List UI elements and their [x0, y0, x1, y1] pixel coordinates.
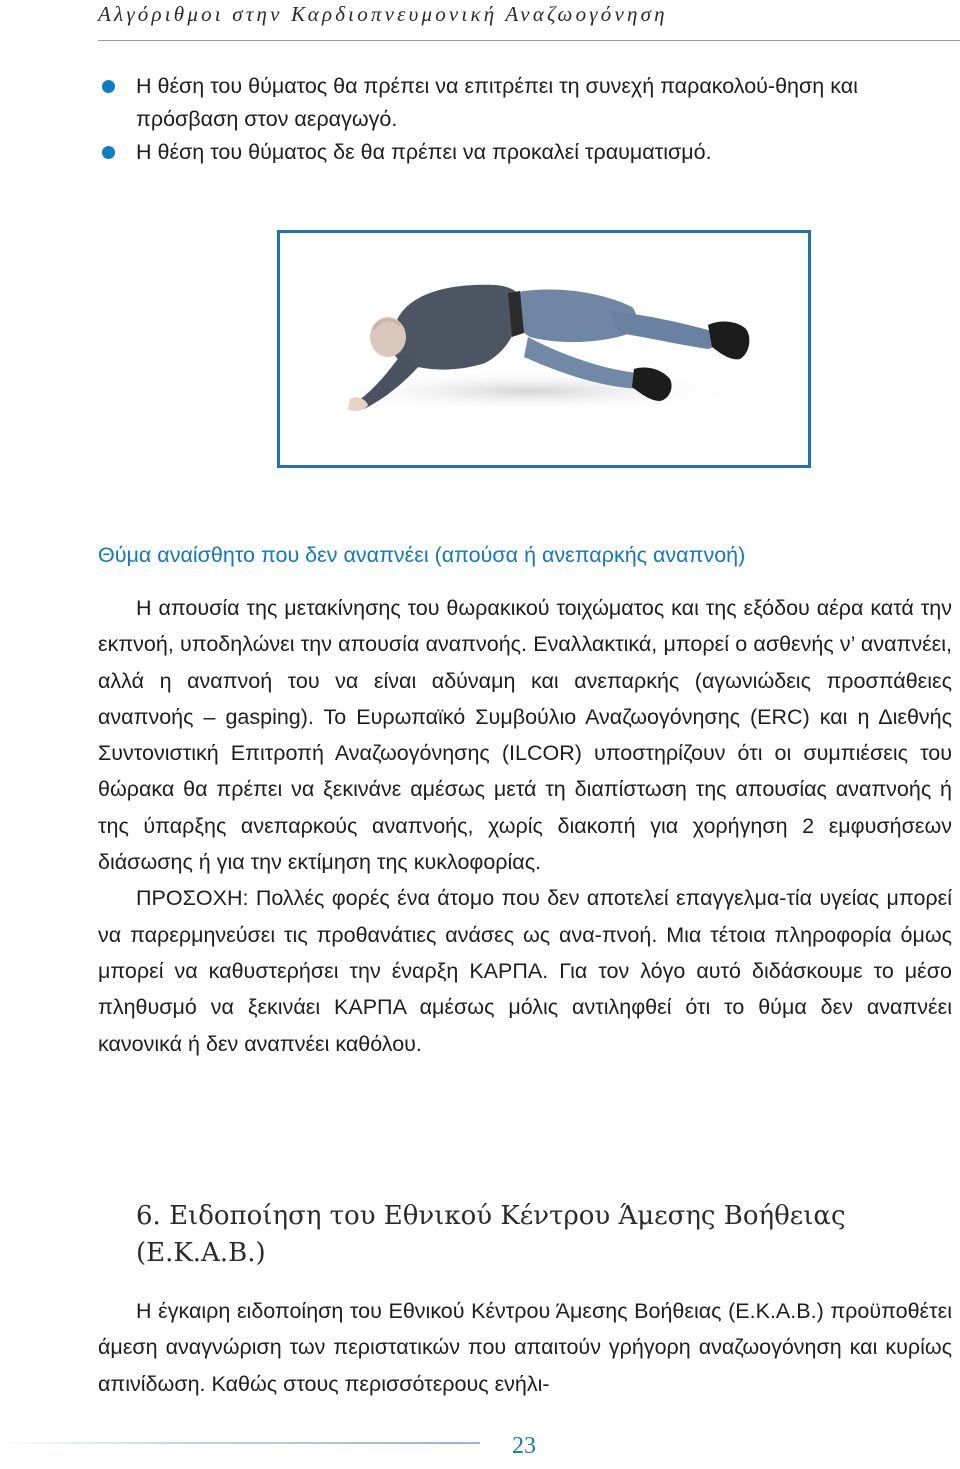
- paragraph: Η έγκαιρη ειδοποίηση του Εθνικού Κέντρου Άμεσης Βοήθειας (Ε.Κ.Α.Β.) προϋποθέτει άμεση αναγνώριση των περιστατικών που απαιτούν γρήγορη αναζωογόνηση και κυρίως απινίδωση. Καθώς στους περισσότερους ενήλι-: [98, 1299, 952, 1396]
- page-number: 23: [512, 1433, 536, 1459]
- section-body: [98, 1293, 952, 1402]
- figure-recovery-position: [277, 230, 811, 468]
- bullet-list: [98, 70, 960, 169]
- list-item: [98, 70, 960, 136]
- header-divider: [98, 40, 960, 41]
- body-text: [98, 590, 952, 1062]
- bullet-text: Η θέση του θύματος θα πρέπει να επιτρέπει τη συνεχή παρακολού-θηση και πρόσβαση στον αεραγωγό.: [136, 74, 858, 131]
- footer-divider: [0, 1442, 480, 1444]
- bullet-icon: [102, 80, 115, 93]
- subheading: Θύμα αναίσθητο που δεν αναπνέει (απούσα ή ανεπαρκής αναπνοή): [98, 543, 746, 567]
- running-header: Αλγόριθμοι στην Καρδιοπνευμονική Αναζωογόνηση: [98, 2, 668, 26]
- section-heading: 6. Ειδοποίηση του Εθνικού Κέντρου Άμεσης Βοήθειας (Ε.Κ.Α.Β.): [136, 1201, 846, 1268]
- list-item: [98, 136, 960, 169]
- paragraph: Η απουσία της μετακίνησης του θωρακικού τοιχώματος και της εξόδου αέρα κατά την εκπνοή, υποδηλώνει την απουσία αναπνοής. Εναλλακτικά, μπορεί ο ασθενής ν’ αναπνέει, αλλά η αναπνοή του να είναι αδύναμη και ανεπαρκής (αγωνιώδεις προσπάθειες αναπνοής – gasping). Το Ευρωπαϊκό Συμβούλιο Αναζωογόνησης (ERC) και η Διεθνής Συντονιστική Επιτροπή Αναζωογόνησης (ILCOR) υποστηρίζουν ότι οι συμπιέσεις του θώρακα θα πρέπει να ξεκινάνε αμέσως μετά τη διαπίστωση της απουσίας αναπνοής ή της ύπαρξης ανεπαρκούς αναπνοής, χωρίς διακοπή για χορήγηση 2 εμφυσήσεων διάσωσης ή για την εκτίμηση της κυκλοφορίας.: [98, 596, 952, 875]
- paragraph: ΠΡΟΣΟΧΗ: Πολλές φορές ένα άτομο που δεν αποτελεί επαγγελμα-τία υγείας μπορεί να παρερμηνεύσει τις προθανάτιες ανάσες ως ανα-πνοή. Μια τέτοια πληροφορία όμως μπορεί να καθυστερήσει την έναρξη ΚΑΡΠΑ. Για τον λόγο αυτό διδάσκουμε το μέσο πληθυσμό να ξεκινάει ΚΑΡΠΑ αμέσως μόλις αντιληφθεί ότι το θύμα δεν αναπνέει κανονικά ή δεν αναπνέει καθόλου.: [98, 886, 952, 1056]
- bullet-icon: [102, 146, 115, 159]
- bullet-text: Η θέση του θύματος δε θα πρέπει να προκαλεί τραυματισμό.: [136, 140, 712, 164]
- recovery-position-photo: [280, 233, 808, 465]
